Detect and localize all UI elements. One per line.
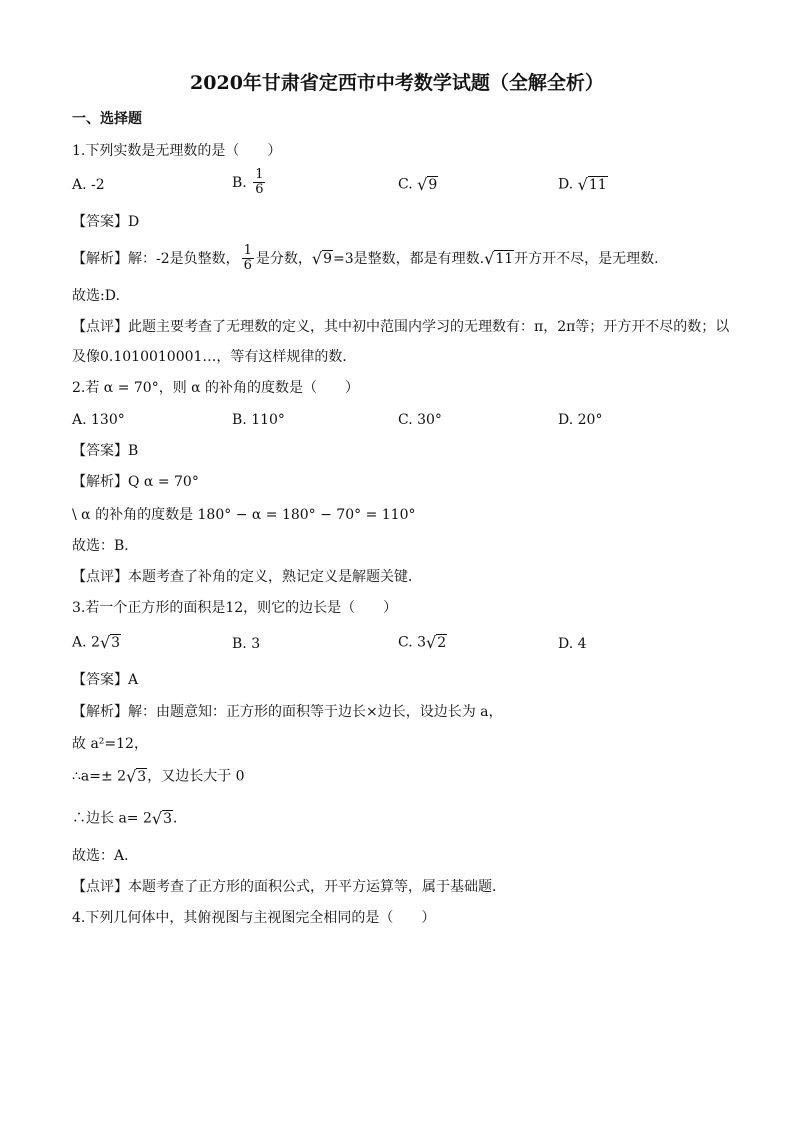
q1-option-b [232, 168, 267, 198]
q2-answer: 【答案】B [72, 443, 139, 459]
q2-comment: 【点评】本题考查了补角的定义，熟记定义是解题关键． [72, 569, 422, 585]
q3-explanation: 【解析】解：由题意知：正方形的面积等于边长×边长，设边长为 a， [72, 704, 503, 720]
q2-explanation-cont: \ α 的补角的度数是 180° − α = 180° − 70° = 110° [72, 507, 416, 523]
radical-icon: √ [311, 249, 323, 269]
q1-option-d [558, 176, 608, 193]
sqrt-9 [312, 250, 333, 267]
radicand: 3 [111, 635, 121, 651]
explanation-text: 开方开不尽，是无理数. [514, 250, 659, 267]
q4-stem: 4.下列几何体中，其俯视图与主视图完全相同的是（ ） [72, 910, 436, 926]
explanation-text: ∴a=± 2 [72, 768, 127, 785]
q2-option-a: A. 130° [72, 412, 125, 428]
fraction-denominator: 6 [255, 182, 264, 198]
sqrt-3 [152, 810, 173, 827]
sqrt-3 [100, 634, 121, 651]
q1-option-b-fraction [253, 168, 265, 198]
q2-explanation: 【解析】Q α = 70° [72, 474, 199, 490]
explanation-text: ． [173, 810, 188, 827]
radical-icon: √ [426, 633, 437, 653]
radical-icon: √ [99, 633, 111, 653]
q2-stem: 2.若 α = 70°，则 α 的补角的度数是（ ） [72, 380, 360, 396]
q3-comment: 【点评】本题考查了正方形的面积公式，开平方运算等，属于基础题． [72, 879, 506, 895]
q2-option-d: D. 20° [558, 412, 603, 428]
q1-stem: 1.下列实数是无理数的是（ ） [72, 143, 282, 159]
fraction-denominator: 6 [243, 258, 252, 274]
q3-option-b: B. 3 [232, 636, 261, 652]
q3-option-d: D. 4 [558, 636, 587, 652]
q1-option-b-label: B. [232, 174, 247, 191]
fraction-numerator: 1 [255, 167, 264, 182]
explanation-text: 解：-2是负整数， [128, 250, 240, 267]
sqrt-2 [426, 634, 447, 651]
q1-choose: 故选:D. [72, 288, 120, 304]
q1-explanation [72, 244, 659, 274]
q3-option-c-label: C. [398, 634, 413, 651]
radicand: 3 [137, 769, 147, 785]
q2-choose: 故选：B． [72, 538, 139, 554]
explanation-text: ∴边长 a= 2 [72, 810, 152, 827]
section-heading: 一、选择题 [72, 111, 142, 127]
coefficient: 3 [417, 634, 427, 651]
radicand: 11 [588, 177, 607, 193]
radicand: 2 [437, 635, 447, 651]
explanation-tag: 【解析】 [72, 250, 128, 267]
q1-option-a: A. -2 [72, 177, 105, 193]
q3-choose: 故选：A． [72, 848, 139, 864]
q1-comment: 【点评】此题主要考查了无理数的定义，其中初中范围内学习的无理数有：π，2π等；开方开不尽的数；以 [72, 319, 730, 335]
coefficient: 2 [91, 634, 100, 651]
q3-stem: 3.若一个正方形的面积是12，则它的边长是（ ） [72, 600, 398, 616]
radical-icon: √ [126, 767, 137, 787]
sqrt-9 [417, 176, 438, 193]
q3-explanation-step3 [72, 810, 187, 827]
q3-answer: 【答案】A [72, 672, 139, 688]
fraction [242, 244, 254, 274]
q3-explanation-step1: 故 a²=12， [72, 736, 148, 752]
q1-option-d-label: D. [558, 176, 574, 193]
q3-option-a [72, 634, 121, 651]
q1-option-c [398, 176, 438, 193]
radical-icon: √ [484, 249, 495, 269]
radicand: 11 [495, 251, 514, 268]
radical-icon: √ [417, 175, 428, 195]
q2-option-b: B. 110° [232, 412, 285, 428]
q1-option-c-label: C. [398, 176, 413, 193]
fraction-numerator: 1 [243, 243, 252, 258]
q3-option-a-label: A. [72, 634, 87, 651]
q1-answer: 【答案】D [72, 214, 140, 230]
page-title: 2020年甘肃省定西市中考数学试题（全解全析） [190, 72, 604, 94]
radicand: 9 [428, 177, 438, 193]
radicand: 9 [323, 251, 333, 268]
radical-icon: √ [151, 809, 163, 829]
radicand: 3 [163, 811, 173, 827]
sqrt-11 [484, 250, 514, 267]
explanation-text: 是分数， [255, 250, 312, 267]
explanation-text: ，又边长大于 0 [147, 768, 245, 785]
q3-explanation-step2 [72, 768, 245, 785]
sqrt-3 [126, 768, 147, 785]
q1-comment-cont: 及像0.1010010001…，等有这样规律的数． [72, 349, 357, 365]
sqrt-11 [578, 176, 608, 193]
radical-icon: √ [577, 175, 588, 195]
explanation-text: =3是整数，都是有理数. [333, 250, 485, 267]
q2-option-c: C. 30° [398, 412, 442, 428]
q3-option-c [398, 634, 447, 651]
